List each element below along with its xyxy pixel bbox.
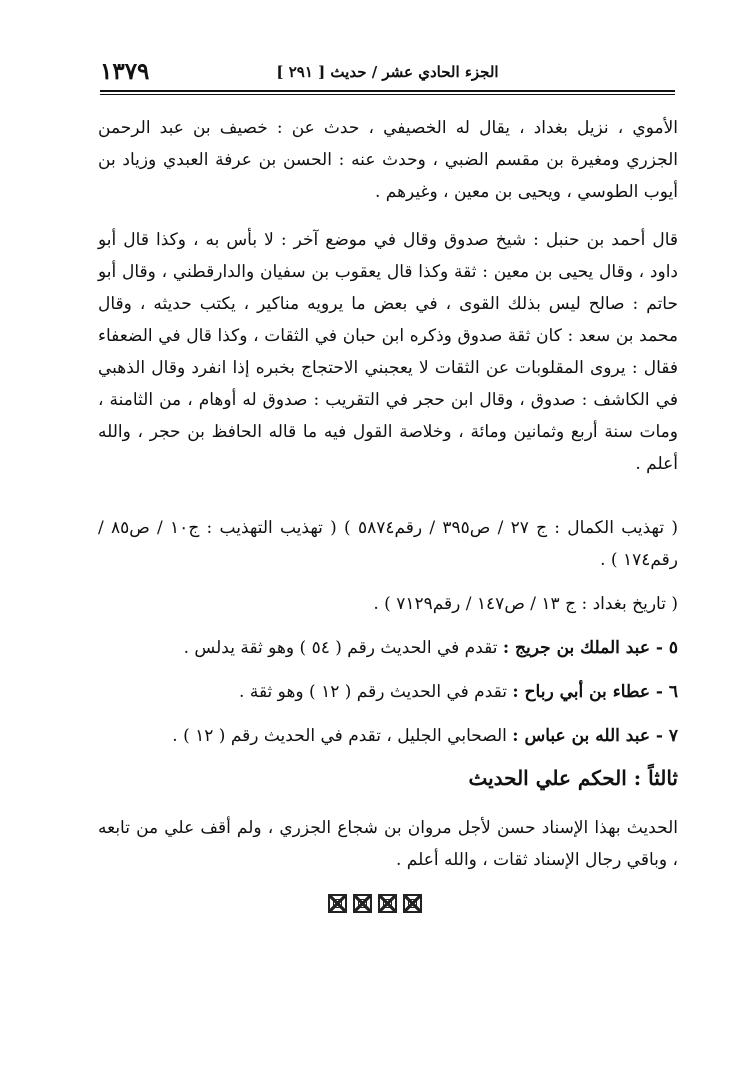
paragraph-biography [98,112,678,208]
square-knot-ornament-icon [328,894,347,913]
paragraph-ruling [98,812,678,876]
paragraph-critique [98,224,678,480]
sources-text: ( تهذيب الكمال : ج ٢٧ / ص٣٩٥ / رقم٥٨٧٤ ) ( تهذيب التهذيب : ج١٠ / ص٨٥ / رقم١٧٤ ) . [98,518,678,570]
header-rule-thick [100,90,675,92]
narrator-5-name: ٥ - عبد الملك بن جريج : [502,638,678,658]
narrator-6-desc: تقدم في الحديث رقم ( ١٢ ) وهو ثقة . [239,682,507,702]
paragraph-sources [98,512,678,576]
paragraph-history-source [98,588,678,620]
ornament-divider [0,894,750,917]
narrator-7-name: ٧ - عبد الله بن عباس : [512,726,678,746]
header-rule-thin [100,94,675,95]
biography-text: الأموي ، نزيل بغداد ، يقال له الخصيفي ، حدث عن : خصيف بن عبد الرحمن الجزري ومغيرة بن مقسم الضبي ، وحدث عنه : الحسن بن عرفة العبدي وزياد بن أيوب الطوسي ، ويحيى بن معين ، وغيرهم . [98,118,678,202]
critique-text: قال أحمد بن حنبل : شيخ صدوق وقال في موضع آخر : لا بأس به ، وكذا قال أبو داود ، وقال يحيى بن معين : ثقة وكذا قال يعقوب بن سفيان والدارقطني ، وقال أبو حاتم : صالح ليس بذلك القوى ، في بعض ما يرويه مناكير ، يكتب حديثه ، وقال محمد بن سعد : كان ثقة صدوق وذكره ابن حبان في الثقات ، وكذا قال في الضعفاء فقال : يروى المقلوبات عن الثقات لا يعجبني الاحتجاج بخبره إذا انفرد وقال الذهبي في الكاشف : صدوق ، وقال ابن حجر في التقريب : صدوق له أوهام ، من الثامنة ، ومات سنة أربع وثمانين ومائة ، وخلاصة القول فيه ما قاله الحافظ بن حجر ، والله أعلم . [98,230,678,474]
section-heading: ثالثاً : الحكم علي الحديث [468,766,678,790]
narrator-7 [98,720,678,752]
history-source-text: ( تاريخ بغداد : ج ١٣ / ص١٤٧ / رقم٧١٢٩ ) . [373,594,678,614]
square-knot-ornament-icon [378,894,397,913]
page-header [100,52,675,88]
square-knot-ornament-icon [353,894,372,913]
narrator-6-name: ٦ - عطاء بن أبي رباح : [512,682,678,702]
narrator-5 [98,632,678,664]
square-knot-ornament-icon [403,894,422,913]
running-head: الجزء الحادي عشر / حديث [ ٢٩١ ] [276,63,499,81]
section-heading-block [98,762,678,794]
narrator-7-desc: الصحابي الجليل ، تقدم في الحديث رقم ( ١٢ ) . [172,726,507,746]
narrator-6 [98,676,678,708]
page-number: ١٣٧٩ [100,58,150,85]
narrator-5-desc: تقدم في الحديث رقم ( ٥٤ ) وهو ثقة يدلس . [183,638,498,658]
ruling-text: الحديث بهذا الإسناد حسن لأجل مروان بن شجاع الجزري ، ولم أقف علي من تابعه ، وباقي رجال الإسناد ثقات ، والله أعلم . [98,818,678,870]
